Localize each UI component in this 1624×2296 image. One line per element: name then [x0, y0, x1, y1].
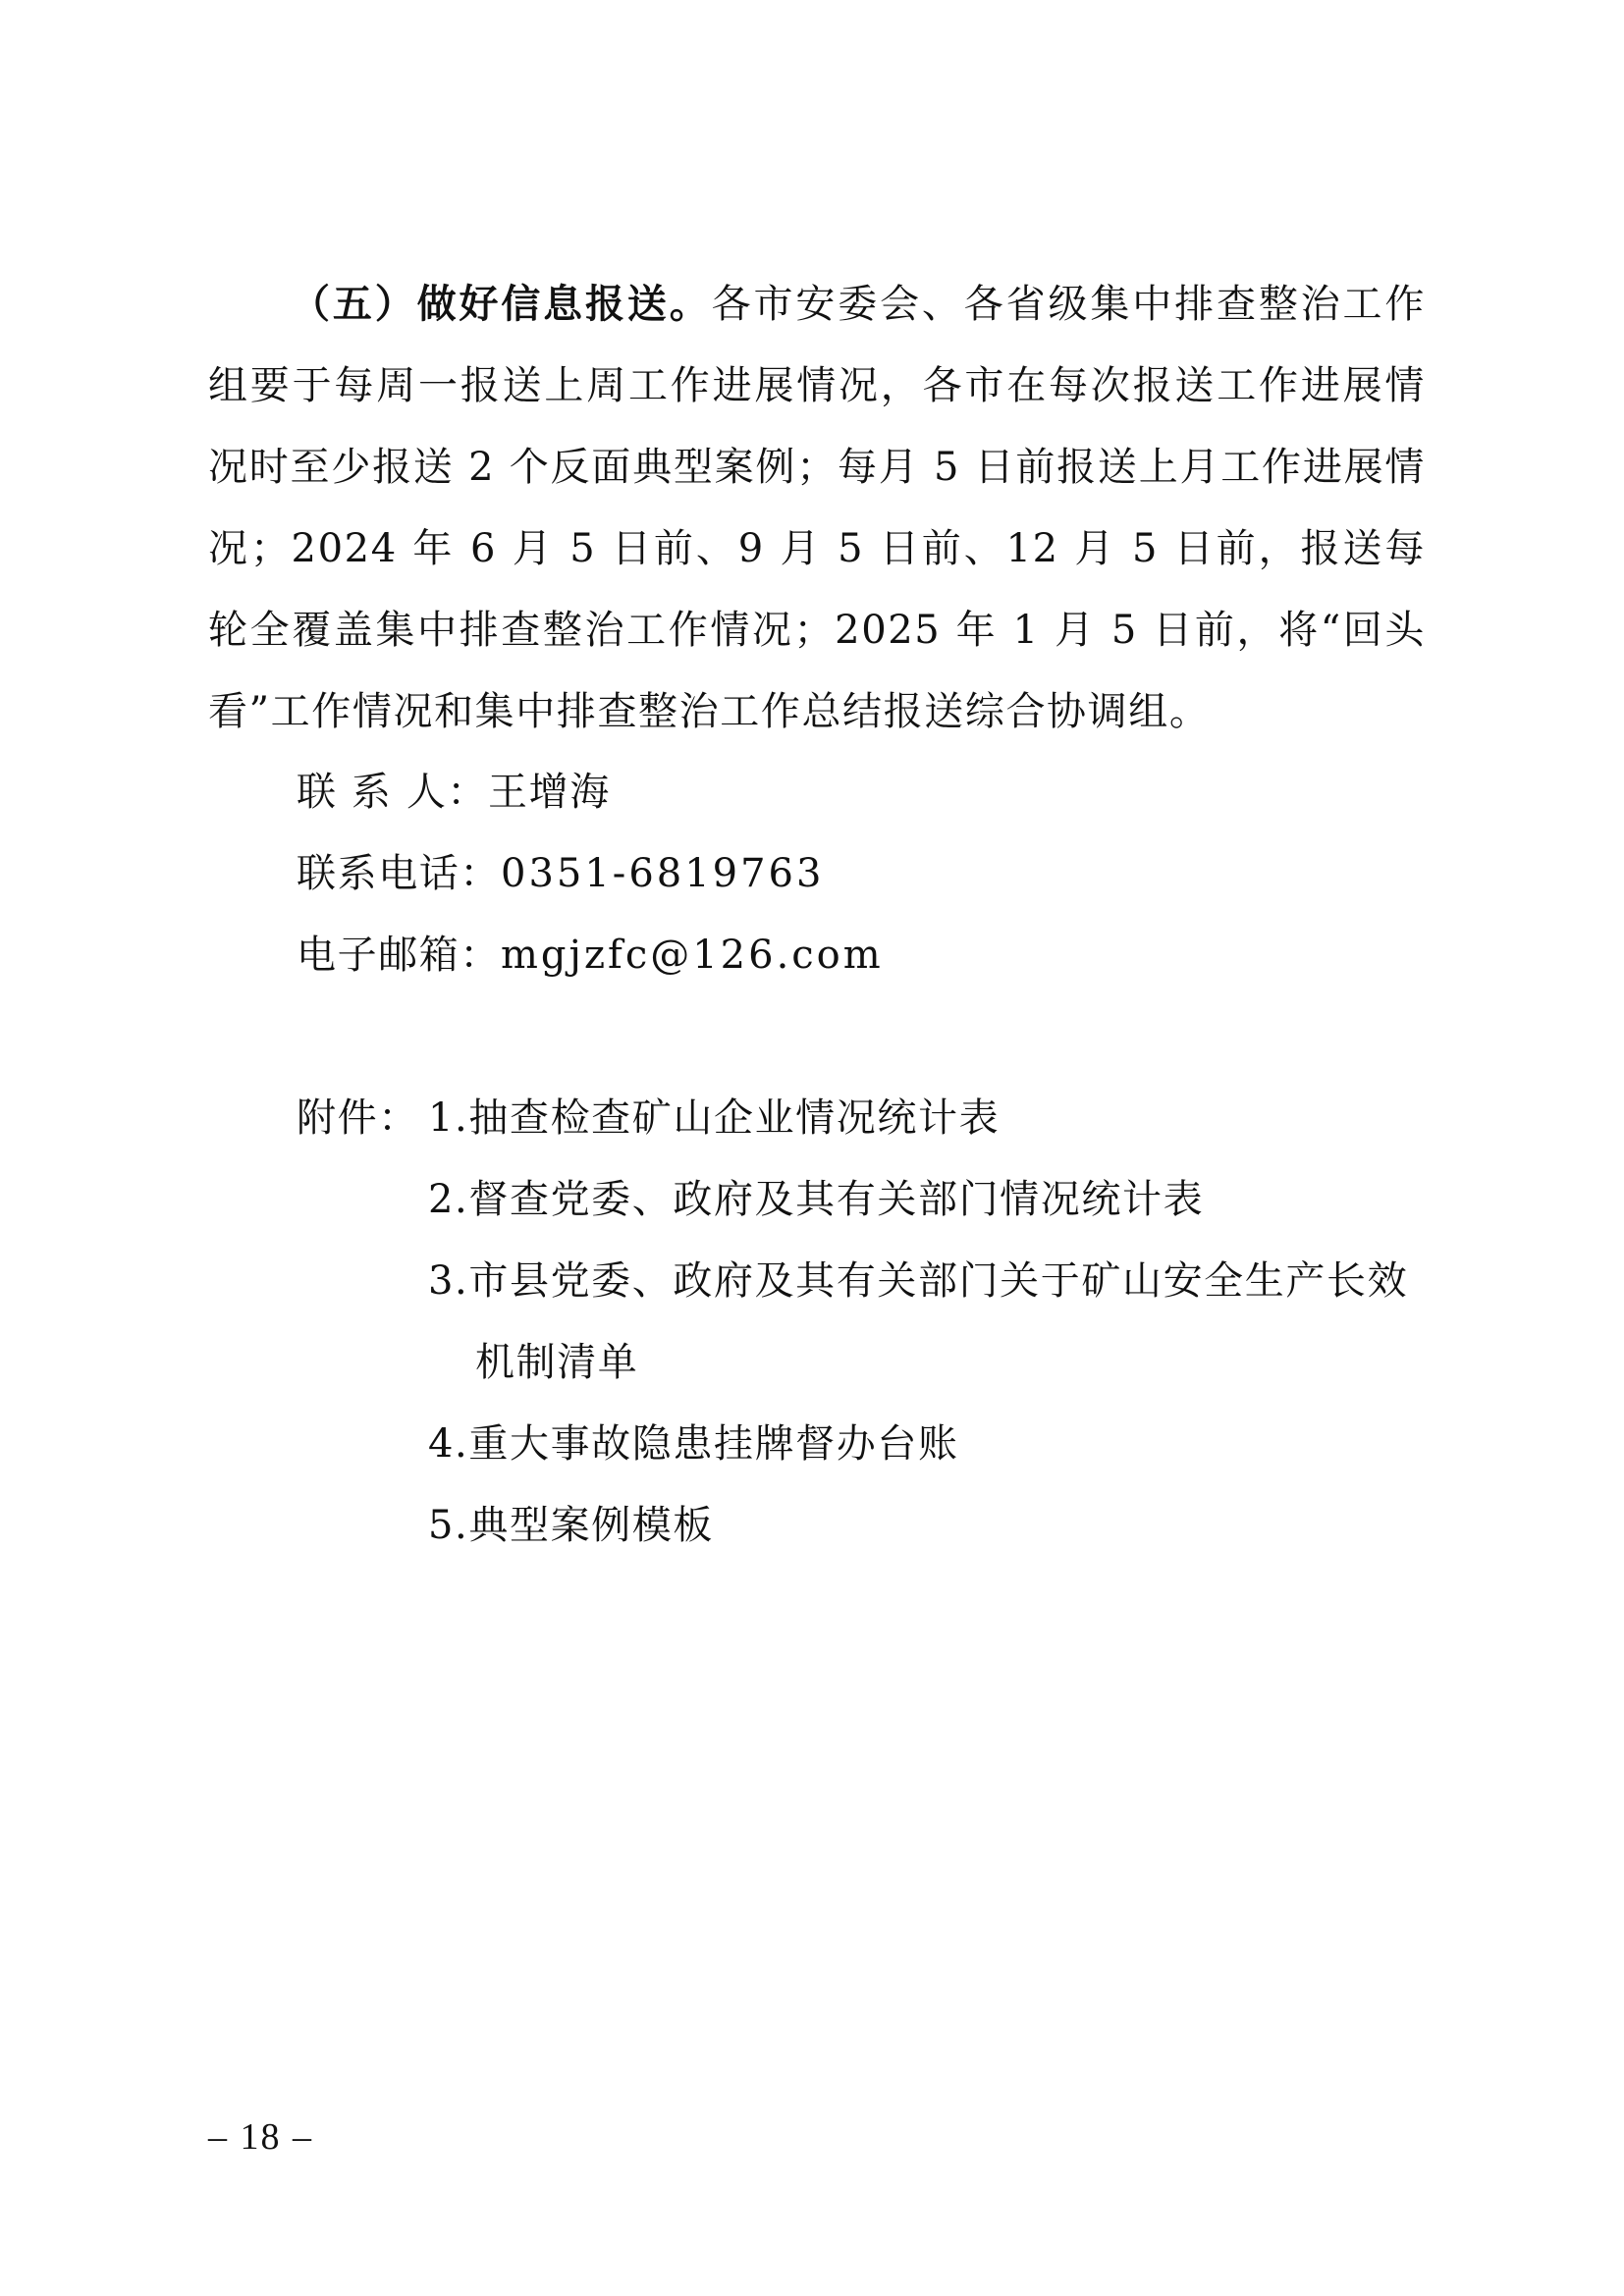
page-number: – 18 – [208, 2116, 313, 2158]
attachment-item: 2.督查党委、政府及其有关部门情况统计表 [428, 1177, 1205, 1222]
contact-phone-value: 0351-6819763 [501, 851, 825, 896]
contact-phone-line [297, 833, 824, 915]
info-reporting-paragraph [208, 263, 1426, 753]
contact-person-label: 联 系 人： [297, 770, 489, 815]
contact-email-label: 电子邮箱： [297, 933, 501, 978]
attachments-label: 附件： [297, 1095, 419, 1141]
attachment-item: 4.重大事故隐患挂牌督办台账 [428, 1421, 959, 1467]
contact-email-line [297, 915, 884, 996]
section-heading: （五）做好信息报送。 [291, 281, 712, 327]
section-body: 各市安委会、各省级集中排查整治工作组要于每周一报送上周工作进展情况，各市在每次报送工作进展情况时至少报送 2 个反面典型案例；每月 5 日前报送上月工作进展情况；2024 年 6 月 5 日前、9 月 5 日前、12 月 5 日前，报送每轮全覆盖集中排查整治工作情况；2025 年 1 月 5 日前，将“回头看”工作情况和集中排查整治工作总结报送综合协调组。 [208, 282, 1427, 734]
attachment-item: 1.抽查检查矿山企业情况统计表 [428, 1095, 1001, 1141]
attachment-item: 5.典型案例模板 [428, 1503, 714, 1548]
contact-person-value: 王增海 [488, 770, 611, 815]
attachment-item: 3.市县党委、政府及其有关部门关于矿山安全生产长效机制清单 [428, 1258, 1409, 1385]
contact-person-line [297, 752, 611, 833]
contact-phone-label: 联系电话： [297, 851, 501, 896]
attachments-list [428, 1078, 1430, 1567]
contact-email-value: mgjzfc@126.com [501, 933, 884, 978]
